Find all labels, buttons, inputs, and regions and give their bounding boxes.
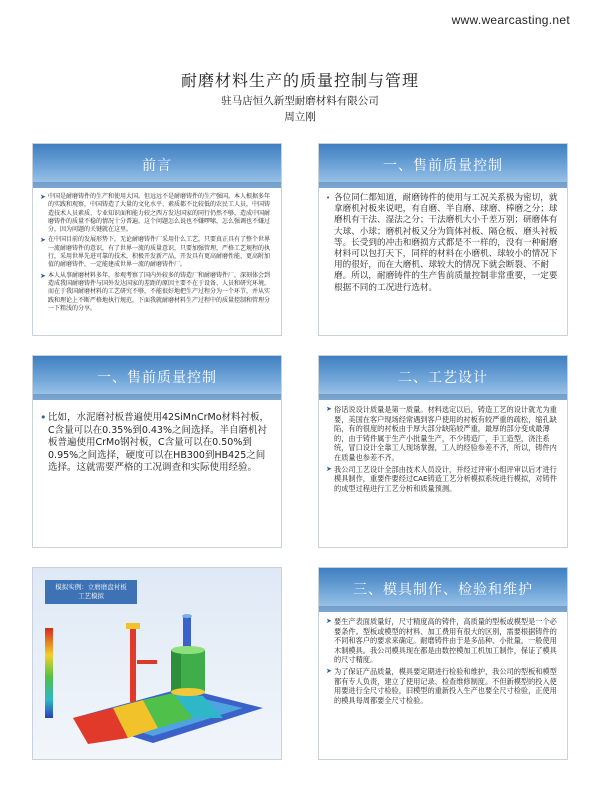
slide-title: 一、售前质量控制 xyxy=(383,158,503,174)
arrow-bullet-icon: ➤ xyxy=(326,405,332,413)
bullet-item: ➤ 俗话说设计质量是第一质量。材料选定以后，铸造工艺的设计就尤为重要，美国在客户现场经常遇到客户使用的衬板有较严重的疏松，缩孔缺陷，有的很度的衬板由于厚大部分缺陷较严重，最厚的部分变成最薄的，由于铸件属于生产小批量生产，不少铸造厂，手工造型，浇注系统，冒口设计全靠工人现场掌握，工人的经验参差不齐，所以，铸件内在质量也参差不齐。 xyxy=(326,405,557,462)
arrow-bullet-icon: ➤ xyxy=(326,464,332,473)
page-title: 耐磨材料生产的质量控制与管理 xyxy=(180,71,419,90)
bullet-item: • 各位同仁都知道，耐磨铸件的使用与工况关系极为密切，就拿磨机衬板来说吧，有自磨、半自磨、球磨、棒磨之分；球磨机有干法、湿法之分；干法磨机大小千差万别；研磨体有大球、小球；磨机衬板又分为筒体衬板、隔仓板、磨头衬板等。长受到的冲击和磨损方式都是不一样的，没有一种耐磨材料可以包打天下，同样的材料在小磨机、球较小的情况下用的很好，而在大磨机、球较大的情况下就会断裂、不耐磨。所以，耐磨铸件的生产售前质量控制非常重要，一定要根据不同的工况进行选材。 xyxy=(326,193,558,293)
slide-mold-making xyxy=(318,567,568,760)
slide-header xyxy=(319,356,567,400)
slide-title: 三、模具制作、检验和维护 xyxy=(353,582,533,598)
bullet-item: ➤ 本人从事耐磨材料多年，参观考察了国内外较多的铸造厂和耐磨铸件厂，深刻体会到造成我国耐磨铸件与国外发达国家的差距的原因主要不在于设备、人员和研究环境，而在于我国耐磨材料的工艺研究不够，不能很好地把生产过程分为一个环节，并从实践和理论上不断严格地执行规范，下面我就耐磨材料生产过程中的质量控制和管理分一下粗浅的分享。 xyxy=(40,271,271,312)
slide-header xyxy=(33,144,281,188)
slide-header xyxy=(33,356,281,400)
slide-header xyxy=(319,568,567,612)
slide-body xyxy=(319,612,567,705)
bullet-item: • 比如，水泥磨衬板普遍使用42SiMnCrMo材料衬板，C含量可以在0.35%到0.43%之间选择。半自磨机衬板普遍使用CrMo钢衬板，C含量可以在0.50%到0.95%之间选择，硬度可以在HB300到HB425之间选择。这就需要严格的工况调查和实际使用经验。 xyxy=(40,411,270,473)
bullet-item: ➤ 要生产表面质量好，尺寸精度高的铸件，高质量的型板或模型是一个必要条件。型板或模型的材料、加工费用有很大的区别，需要根据铸件的不同和客户的要求来确定。耐磨铸件由于是多品种、小批量，一般使用木制模具。我公司模具现在都是由数控模加工机加工制作，保证了模具的尺寸精度。 xyxy=(326,617,557,665)
slide-title: 前言 xyxy=(142,158,172,174)
dot-bullet-icon: • xyxy=(326,194,331,202)
arrow-bullet-icon: ➤ xyxy=(40,236,46,245)
bullet-item: ➤ 我公司工艺设计全部由技术人员设计，并经过评审小组评审以后才进行模具制作，重要件要经过CAE铸造工艺分析模拟系统进行模拟，对铸件的成型过程进行工艺分析和质量预测。 xyxy=(326,464,557,493)
slide-title: 一、售前质量控制 xyxy=(97,370,217,386)
bullet-item: ➤ 中国是耐磨铸件的生产和使用大国。但远远不是耐磨铸件的生产强国。本人根据多年的实践和观察，中国铸造了大量的文化水平、素质都不比较低的农民工人员，中国铸造技术人员素质、专业知识面和能力较之西方发达国家的同行仍然不够，造成中国耐磨铸件的质量不稳的情况十分普遍，这个问题怎么说也不嫌啰嗦，怎么强调也不嫌过分，因为问题的关键就在这里。 xyxy=(40,193,271,234)
slide-body xyxy=(319,400,567,493)
site-url[interactable]: www.wearcasting.net xyxy=(451,13,570,27)
company-name: 驻马店恒久新型耐磨材料有限公司 xyxy=(221,95,379,107)
dot-bullet-icon: • xyxy=(40,411,47,424)
arrow-bullet-icon: ➤ xyxy=(326,666,332,675)
slide-header xyxy=(319,144,567,188)
bullet-item: ➤ 在中国目前的发展形势下，无论耐磨铸件厂采用什么工艺，只要真正具有了整个世界一流耐磨铸件的意识，有了世界一流的质量意识，只要加强管理，严格工艺规程的执行，采用世界先进可靠的技术，积极开发新产品，开发具有更高耐磨性能、更高附加值的耐磨铸件，一定能建成世界一流的耐磨铸件厂。 xyxy=(40,236,271,269)
bullet-item: ➤ 为了保证产品质量，模具要定期进行检验和维护，我公司的型板和模型都有专人负责，建立了使用记录、检查维修制度。不但新模型的投入使用要进行全尺寸检验，旧模型的重新投入生产也要全尺寸检验，正使用的模具每周都要全尺寸检验。 xyxy=(326,666,557,705)
banner-line: 模拟实例：立磨磨盘衬板 xyxy=(55,583,127,591)
slide-process-design xyxy=(318,355,568,548)
slide-body xyxy=(33,400,281,475)
slide-title: 二、工艺设计 xyxy=(398,370,488,386)
arrow-bullet-icon: ➤ xyxy=(326,617,332,625)
slide-body xyxy=(319,188,567,294)
simulation-banner xyxy=(45,580,137,604)
slide-presale-1 xyxy=(318,143,568,336)
slide-presale-2 xyxy=(32,355,282,548)
slide-simulation xyxy=(32,567,282,760)
banner-line: 工艺模拟 xyxy=(78,592,104,600)
author-name: 周立刚 xyxy=(284,111,316,123)
slide-body xyxy=(33,188,281,313)
slide-preface xyxy=(32,143,282,336)
arrow-bullet-icon: ➤ xyxy=(40,271,46,280)
arrow-bullet-icon: ➤ xyxy=(40,193,46,201)
